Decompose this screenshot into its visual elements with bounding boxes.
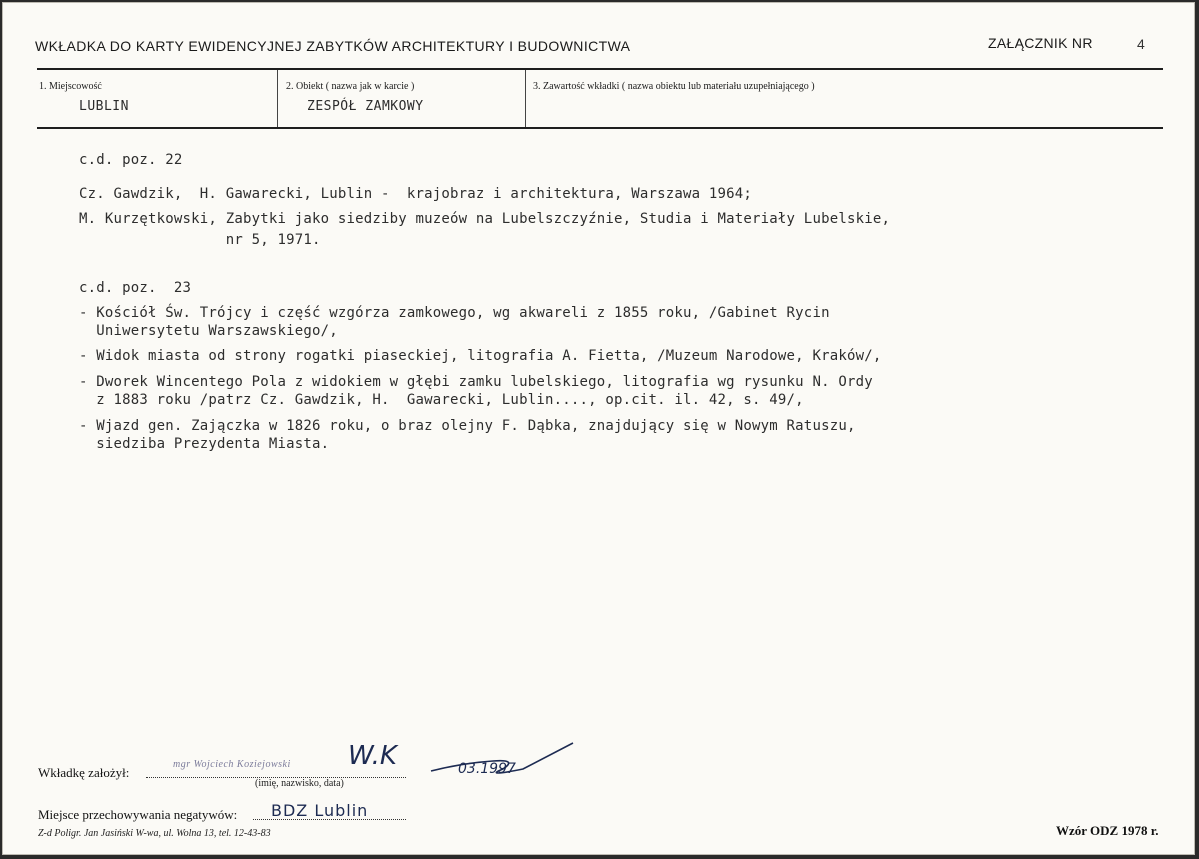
- body-line: z 1883 roku /patrz Cz. Gawdzik, H. Gawarecki, Lublin...., op.cit. il. 42, s. 49/,: [79, 392, 804, 408]
- field-separator: [277, 70, 278, 127]
- founder-label: Wkładkę założył:: [38, 765, 130, 780]
- inventory-card-insert: [2, 2, 1195, 855]
- header-bottom-rule: [37, 127, 1163, 129]
- object-value: ZESPÓŁ ZAMKOWY: [307, 99, 424, 114]
- printer-info: Z-d Poligr. Jan Jasiński W-wa, ul. Wolna 13, tel. 12-43-83: [38, 828, 271, 839]
- body-line: - Dworek Wincentego Pola z widokiem w głębi zamku lubelskiego, litografia wg rysunku N. Ordy: [79, 374, 873, 390]
- annex-label: ZAŁĄCZNIK NR: [988, 35, 1093, 51]
- contents-label: 3. Zawartość wkładki ( nazwa obiektu lub materiału uzupełniającego ): [533, 81, 815, 92]
- field-separator: [525, 70, 526, 127]
- locality-label: 1. Miejscowość: [39, 81, 102, 92]
- negatives-value: BDZ Lublin: [271, 801, 369, 820]
- founder-caption: (imię, nazwisko, data): [255, 778, 344, 789]
- founder-signature: W.K: [348, 741, 397, 771]
- body-line: nr 5, 1971.: [79, 232, 321, 248]
- body-line: c.d. poz. 22: [79, 152, 183, 168]
- body-line: - Widok miasta od strony rogatki piaseckiej, litografia A. Fietta, /Muzeum Narodowe, Kraków/,: [79, 348, 882, 364]
- object-label: 2. Obiekt ( nazwa jak w karcie ): [286, 81, 415, 92]
- body-line: c.d. poz. 23: [79, 280, 192, 296]
- body-line: siedziba Prezydenta Miasta.: [79, 436, 330, 452]
- body-line: M. Kurzętkowski, Zabytki jako siedziby muzeów na Lubelszczyźnie, Studia i Materiały Lubelskie,: [79, 211, 891, 227]
- header-top-rule: [37, 68, 1163, 70]
- locality-value: LUBLIN: [79, 99, 129, 114]
- body-line: Cz. Gawdzik, H. Gawarecki, Lublin - krajobraz i architektura, Warszawa 1964;: [79, 186, 753, 202]
- founder-stamp: mgr Wojciech Koziejowski: [173, 759, 291, 770]
- document-title: WKŁADKA DO KARTY EWIDENCYJNEJ ZABYTKÓW ARCHITEKTURY I BUDOWNICTWA: [35, 38, 631, 54]
- annex-number: 4: [1137, 36, 1145, 52]
- negatives-label: Miejsce przechowywania negatywów:: [38, 807, 238, 822]
- founder-date: 03.1997: [458, 761, 516, 777]
- form-id: Wzór ODZ 1978 r.: [1056, 823, 1159, 838]
- body-line: - Wjazd gen. Zajączka w 1826 roku, o braz olejny F. Dąbka, znajdujący się w Nowym Ratuszu,: [79, 418, 856, 434]
- body-line: - Kościół Św. Trójcy i część wzgórza zamkowego, wg akwareli z 1855 roku, /Gabinet Rycin: [79, 305, 830, 321]
- body-line: Uniwersytetu Warszawskiego/,: [79, 323, 338, 339]
